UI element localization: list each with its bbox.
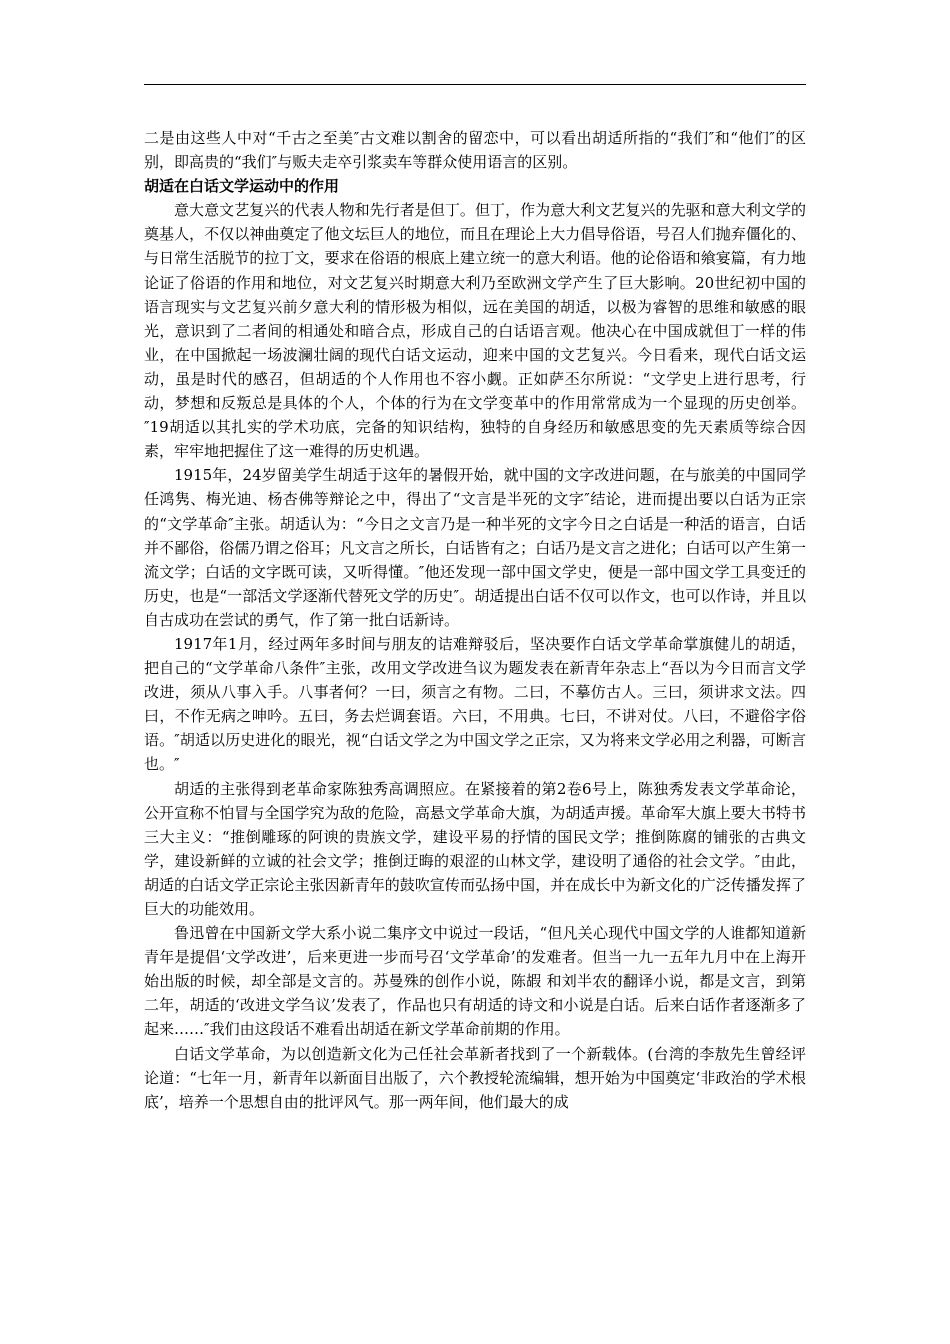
- body-paragraph: 1915年，24岁留美学生胡适于这年的暑假开始，就中国的文字改进问题，在与旅美的中国同学任鸿隽、梅光迪、杨杏佛等辩论之中，得出了“文言是半死的文字″结论，进而提出要以白话为正宗的“文学革命″主张。胡适认为：“今日之文言乃是一种半死的文字今日之白话是一种活的语言，白话并不鄙俗，俗儒乃谓之俗耳；凡文言之所长，白话皆有之；白话乃是文言之进化；白话可以产生第一流文学；白话的文字既可读，又听得懂。″他还发现一部中国文学史，便是一部中国文学工具变迁的历史，也是“一部活文学逐渐代替死文学的历史″。胡适提出白话不仅可以作文，也可以作诗，并且以自古成功在尝试的勇气，作了第一批白话新诗。: [144, 466, 806, 629]
- body-paragraph: 白话文学革命，为以创造新文化为己任社会革新者找到了一个新载体。(台湾的李敖先生曾经评论道：“七年一月，新青年以新面目出版了，六个教授轮流编辑，想开始为中国奠定‘非政治的学术根底’，培养一个思想自由的批评风气。那一两年间，他们最大的成: [144, 1044, 806, 1111]
- intro-paragraph: 二是由这些人中对“千古之至美″古文难以割舍的留恋中，可以看出胡适所指的“我们″和“他们″的区别，即高贵的“我们″与贩夫走卒引浆卖车等群众使用语言的区别。: [144, 129, 806, 172]
- section-heading: 胡适在白话文学运动中的作用: [144, 177, 340, 196]
- header-rule: [144, 84, 806, 85]
- body-paragraph: 1917年1月，经过两年多时间与朋友的诘难辩驳后，坚决要作白话文学革命掌旗健儿的胡适，把自己的“文学革命八条件″主张，改用文学改进刍议为题发表在新青年杂志上“吾以为今日而言文学改进，须从八事入手。八事者何？一曰，须言之有物。二曰，不摹仿古人。三曰，须讲求文法。四曰，不作无病之呻吟。五曰，务去烂调套语。六曰，不用典。七曰，不讲对仗。八曰，不避俗字俗语。″胡适以历史进化的眼光，视“白话文学之为中国文学之正宗，又为将来文学必用之利器，可断言也。″: [144, 634, 806, 774]
- body-paragraph: 鲁迅曾在中国新文学大系小说二集序文中说过一段话，“但凡关心现代中国文学的人谁都知道新青年是提倡‘文学改进’，后来更进一步而号召‘文学革命’的发难者。但当一九一五年九月中在上海开始出版的时候，却全部是文言的。苏曼殊的创作小说，陈嘏 和刘半农的翻译小说，都是文言，到第二年，胡适的‘改进文学刍议’发表了，作品也只有胡适的诗文和小说是白话。后来白话作者逐渐多了起来……″我们由这段话不难看出胡适在新文学革命前期的作用。: [144, 924, 806, 1039]
- body-paragraph: 意大意文艺复兴的代表人物和先行者是但丁。但丁，作为意大利文艺复兴的先驱和意大利文学的奠基人，不仅以神曲奠定了他文坛巨人的地位，而且在理论上大力倡导俗语，号召人们抛弃僵化的、与日常生活脱节的拉丁文，要求在俗语的根底上建立统一的意大利语。他的论俗语和飨宴篇，有力地论证了俗语的作用和地位，对文艺复兴时期意大利乃至欧洲文学产生了巨大影响。20世纪初中国的语言现实与文艺复兴前夕意大利的情形极为相似，远在美国的胡适，以极为睿智的思维和敏感的眼光，意识到了二者间的相通处和暗合点，形成自己的白话语言观。他决心在中国成就但丁一样的伟业，在中国掀起一场波澜壮阔的现代白话文运动，迎来中国的文艺复兴。今日看来，现代白话文运动，虽是时代的感召，但胡适的个人作用也不容小觑。正如萨丕尔所说：“文学史上进行思考，行动，梦想和反叛总是具体的个人，个体的行为在文学变革中的作用常常成为一个显现的历史创举。″19胡适以其扎实的学术功底，完备的知识结构，独特的自身经历和敏感思变的先天素质等综合因素，牢牢地把握住了这一难得的历史机遇。: [144, 201, 806, 461]
- body-paragraph: 胡适的主张得到老革命家陈独秀高调照应。在紧接着的第2卷6号上，陈独秀发表文学革命论，公开宣称不怕冒与全国学究为敌的危险，高悬文学革命大旗，为胡适声援。革命军大旗上要大书特书三大主义：“推倒雕琢的阿谀的贵族文学，建设平易的抒情的国民文学；推倒陈腐的铺张的古典文学，建设新鲜的立诚的社会文学；推倒迂晦的艰涩的山林文学，建设明了通俗的社会文学。″由此，胡适的白话文学正宗论主张因新青年的鼓吹宣传而弘扬中国，并在成长中为新文化的广泛传播发挥了巨大的功能效用。: [144, 779, 806, 918]
- document-body: [144, 126, 806, 1114]
